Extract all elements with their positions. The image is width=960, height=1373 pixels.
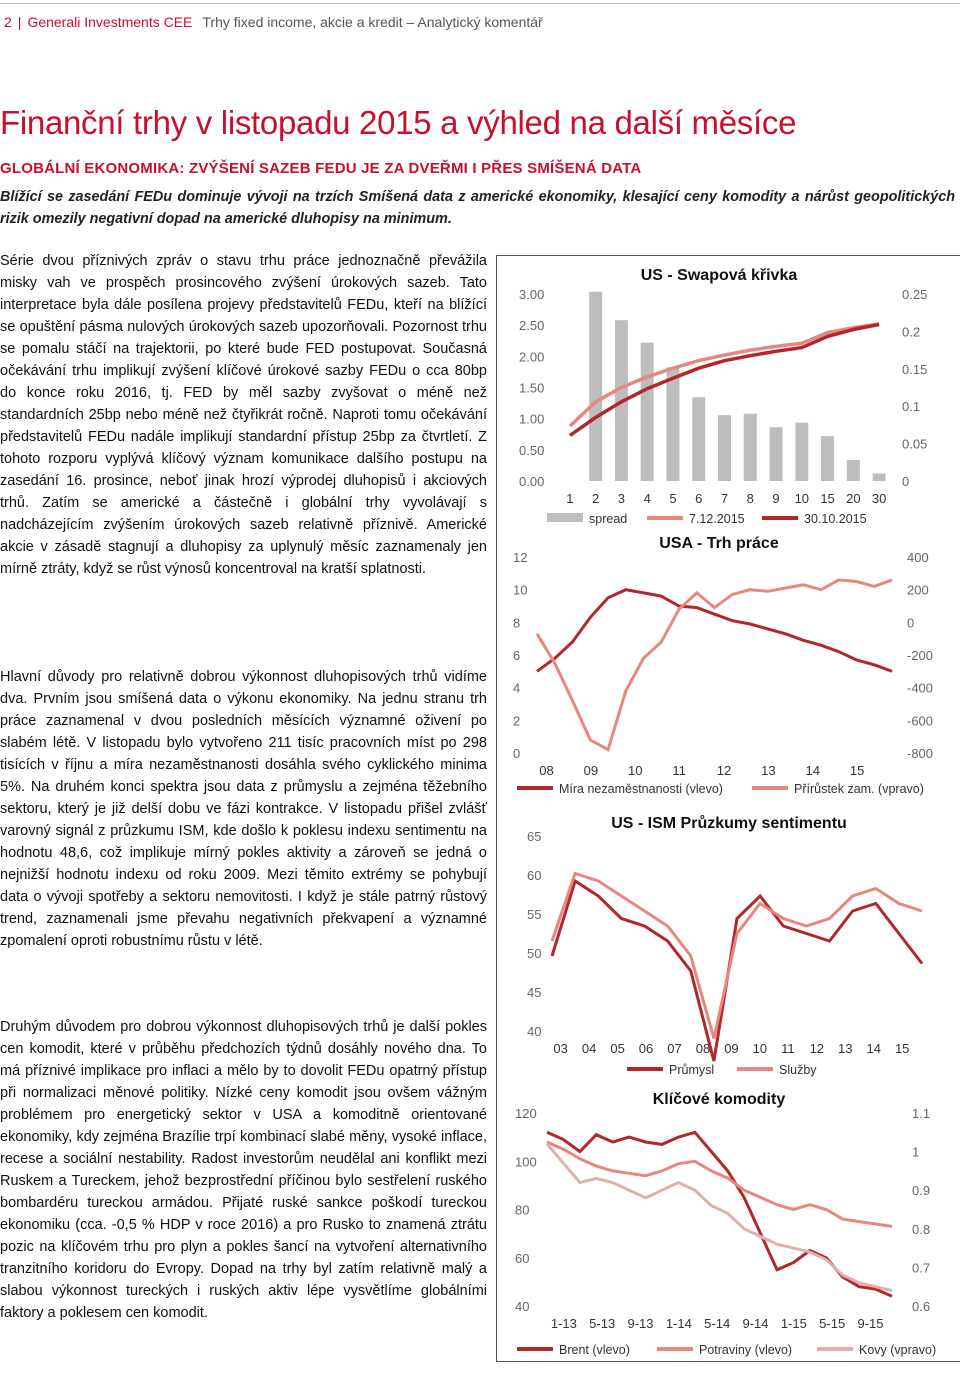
header-divider: | — [17, 14, 22, 30]
chart3-left-tick-5: 40 — [527, 1024, 542, 1039]
top-rule — [0, 3, 960, 4]
chart3-xtick-7: 10 — [752, 1041, 768, 1056]
chart1-xtick-11: 20 — [846, 491, 861, 506]
chart1-xtick-1: 2 — [592, 491, 600, 506]
chart1-spread-bar-5 — [692, 397, 705, 481]
chart1-left-tick-2: 2.00 — [519, 349, 545, 365]
chart1-xtick-2: 3 — [617, 491, 626, 506]
chart4-xtick-6: 1-15 — [780, 1316, 807, 1331]
chart4-xtick-3: 1-14 — [665, 1316, 692, 1331]
chart2-left-tick-3: 6 — [513, 648, 521, 663]
chart1-spread-bar-7 — [744, 414, 757, 481]
header-company: Generali Investments CEE — [27, 14, 193, 30]
chart1-xtick-8: 9 — [772, 491, 780, 506]
chart1-spread-bar-12 — [873, 474, 886, 481]
chart1-left-tick-6: 0.00 — [519, 474, 545, 489]
chart1-xtick-6: 7 — [720, 491, 729, 506]
chart1-xtick-5: 6 — [695, 491, 703, 506]
chart2-xtick-1: 09 — [583, 763, 599, 778]
body-paragraph-3: Druhým důvodem pro dobrou výkonnost dluhopisových trhů je další pokles cen komodit, které v průběhu předchozích týdnů dosáhly nového dna. To má příznivé implikace pro inflaci a mělo by to dovolit FEDu opatrný přístup při normalizaci měnové politiky. Nízké ceny komodit jsou ovšem vážným problémem pro energetický sektor v USA a komoditně orientované ekonomiky, kdy zejména Brazílie trpí kombinací slabé měny, vysoké inflace, recese a sociální nestability. Radost investorům neudělal ani konflikt mezi Ruskem a Tureckem, jehož bezprostřední příčinou bylo sestřelení ruského bombardéru tureckou armádou. Přijaté ruské sankce poškodí tureckou ekonomiku (cca. -0,5 % HDP v roce 2016) a pro Rusko to znamená ztrátu pozic na klíčovém trhu pro plyn a pokles šancí na vytvoření alternativního tranzitního koridoru do Evropy. Dopad na trhy byl zatím relativně malý a slabou výkonnost tureckých i ruských aktiv lépe vysvětlíme globálními faktory a poklesem cen komodit. — [0, 1019, 487, 1321]
chart3-left-tick-3: 50 — [527, 946, 542, 961]
chart1-xtick-3: 4 — [643, 491, 651, 506]
chart1-right-tick-4: 0.05 — [902, 436, 928, 452]
chart4-left-tick-0: 120 — [515, 1106, 537, 1121]
chart4-legend-potraviny-label: Potraviny (vlevo) — [699, 1343, 793, 1357]
chart3-xtick-10: 13 — [838, 1041, 853, 1056]
chart4-right-tick-1: 1 — [912, 1144, 920, 1160]
chart2-left-tick-2: 8 — [513, 615, 521, 631]
chart2-right-tick-1: 200 — [907, 582, 929, 598]
chart1-title: US - Swapová křivka — [640, 267, 798, 284]
chart2-right-tick-3: -200 — [907, 648, 934, 663]
chart1-left-tick-4: 1.00 — [519, 411, 545, 427]
chart3-left-tick-1: 60 — [527, 868, 542, 883]
body-paragraph-1: Série dvou příznivých zpráv o stavu trhu práce jednoznačně převážila misky vah ve prospěch prosincového zvýšení úrokových sazeb. Tato interpretace byla dále posílena projevy představitelů FEDu, kteří na blížící se opuštění pásma nulových úrokových sazeb upozorňovali. Pozornost trhu se pomalu stáčí na trajektorii, po které bude FED postupovat. Současná očekávání trhu implikují zvýšení klíčové úrokové sazby FEDu o cca 80bp do konce roku 2016, tj. FED by měl sazby zvyšovat o méně než standardních 25bp nebo méně než čtyřikrát ročně. Naproti tomu očekávání představitelů FEDu nadále implikují standardní přístup 25bp za čtvrtletí. Z tohoto rozporu vyplývá klíčový význam komunikace dalšího postupu na zasedání 16. prosince, neboť jinak hrozí výprodej dluhopisů i akciových trhů. Zatím se americké a částečně i globální trhy vyvolávají s nadcházejícím zvýšením úrokových sazeb relativně příznivě. Americké akcie v zásadě stagnují a dluhopisy za uplynulý měsíc zaznamenaly jen mírně ztráty, když se růst výnosů koncentroval na kratší splatnosti. — [0, 253, 487, 577]
chart2-xtick-6: 14 — [805, 763, 820, 778]
chart4-xtick-0: 1-13 — [550, 1316, 577, 1331]
chart1-xtick-0: 1 — [566, 491, 574, 506]
chart4-line-potraviny — [547, 1142, 892, 1226]
running-header — [0, 8, 600, 36]
chart1-xtick-9: 10 — [794, 491, 810, 506]
chart4-left-tick-3: 60 — [515, 1250, 530, 1266]
charts-canvas — [497, 256, 960, 1361]
chart3-xtick-3: 06 — [638, 1041, 654, 1056]
chart4-right-tick-0: 1.1 — [912, 1106, 931, 1121]
chart1-spread-bar-9 — [795, 423, 808, 481]
chart4-legend-brent-label: Brent (vlevo) — [559, 1343, 630, 1357]
chart3-xtick-6: 09 — [724, 1041, 739, 1056]
chart2-xtick-7: 15 — [849, 763, 865, 778]
lead-paragraph: Blížící se zasedání FEDu dominuje vývoji na trzích Smíšená data z americké ekonomiky, klesající ceny komodity a nárůst geopolitických rizik omezily negativní dopad na americké dluhopisy na minimum. — [0, 189, 955, 227]
chart4-xtick-5: 9-14 — [742, 1316, 769, 1331]
chart2-xtick-0: 08 — [539, 763, 554, 778]
section-subtitle: GLOBÁLNÍ EKONOMIKA: ZVÝŠENÍ SAZEB FEDU JE ZA DVEŘMI I PŘES SMÍŠENÁ DATA — [0, 160, 642, 177]
chart3-xtick-9: 12 — [809, 1041, 825, 1056]
chart3-xtick-4: 07 — [667, 1041, 682, 1056]
chart2-right-tick-6: -800 — [907, 746, 934, 761]
chart2-left-tick-1: 10 — [513, 582, 528, 598]
chart1-spread-bar-11 — [847, 460, 860, 481]
chart3-xtick-5: 08 — [695, 1041, 711, 1056]
chart4-right-tick-4: 0.7 — [912, 1260, 931, 1276]
chart3-xtick-1: 04 — [581, 1041, 597, 1056]
chart2-left-tick-0: 12 — [513, 550, 528, 565]
chart2-xtick-4: 12 — [716, 763, 732, 778]
chart2-right-tick-5: -600 — [907, 713, 934, 729]
chart1-legend-7-12-label: 7.12.2015 — [689, 512, 745, 526]
chart3-legend-sluzby-label: Služby — [779, 1063, 817, 1077]
chart1-xtick-12: 30 — [871, 491, 887, 506]
chart3-line-sluzby — [552, 874, 922, 1039]
chart1-spread-bar-1 — [589, 292, 602, 481]
chart2-left-tick-6: 0 — [513, 746, 521, 761]
chart4-right-tick-2: 0.9 — [912, 1183, 931, 1199]
chart2-line-unemployment — [537, 590, 892, 672]
chart2-line-employment — [537, 580, 892, 750]
chart4-xtick-1: 5-13 — [589, 1316, 616, 1331]
chart1-spread-bar-6 — [718, 415, 731, 481]
chart3-xtick-12: 15 — [894, 1041, 910, 1056]
chart1-right-tick-0: 0.25 — [902, 287, 928, 302]
chart1-spread-bar-3 — [641, 343, 654, 481]
chart1-spread-bar-10 — [821, 436, 834, 481]
chart2-xtick-2: 10 — [627, 763, 643, 778]
chart2-title: USA - Trh práce — [659, 535, 779, 552]
chart3-xtick-2: 05 — [610, 1041, 625, 1056]
chart2-left-tick-4: 4 — [513, 680, 521, 696]
page-title: Finanční trhy v listopadu 2015 a výhled na další měsíce — [0, 104, 797, 141]
chart2-xtick-5: 13 — [761, 763, 776, 778]
chart4-right-tick-5: 0.6 — [912, 1299, 931, 1314]
chart3-legend-prumysl-label: Průmysl — [669, 1063, 715, 1077]
page-number: 2 — [4, 14, 12, 30]
chart2-right-tick-4: -400 — [907, 680, 934, 696]
chart2-legend-unemployment-label: Míra nezaměstnanosti (vlevo) — [559, 782, 723, 796]
chart2-left-tick-5: 2 — [513, 713, 521, 729]
chart1-right-tick-5: 0 — [902, 474, 910, 489]
chart3-left-tick-4: 45 — [527, 985, 542, 1000]
chart1-spread-bar-8 — [770, 427, 783, 481]
chart1-legend-30-10-label: 30.10.2015 — [804, 512, 867, 526]
chart1-right-tick-3: 0.1 — [902, 399, 921, 415]
chart3-left-tick-2: 55 — [527, 907, 542, 922]
chart4-xtick-7: 5-15 — [819, 1316, 846, 1331]
chart2-legend-employment-label: Přírůstek zam. (vpravo) — [794, 782, 924, 796]
chart1-legend-spread-swatch — [547, 513, 583, 522]
chart4-right-tick-3: 0.8 — [912, 1221, 931, 1237]
chart1-left-tick-1: 2.50 — [519, 318, 545, 334]
chart4-title: Klíčové komodity — [652, 1091, 786, 1108]
chart3-left-tick-0: 65 — [527, 829, 542, 844]
chart4-left-tick-1: 100 — [515, 1154, 537, 1170]
chart1-left-tick-5: 0.50 — [519, 442, 545, 458]
chart3-title: US - ISM Průzkumy sentimentu — [611, 815, 847, 832]
chart1-left-tick-3: 1.50 — [519, 380, 545, 396]
chart1-right-tick-1: 0.2 — [902, 324, 921, 340]
chart2-right-tick-2: 0 — [907, 615, 915, 631]
header-subtitle: Trhy fixed income, akcie a kredit – Analytický komentář — [202, 14, 543, 30]
body-paragraph-2: Hlavní důvody pro relativně dobrou výkonnost dluhopisových trhů vidíme dva. Prvním jsou smíšená data o výkonu ekonomiky. Na jednu stranu trh práce zaznamenal v dvou posledních měsících významné oživení po slabém létě. V listopadu bylo vytvořeno 211 tisíc pracovních míst po 298 tisících v říjnu a míra nezaměstnanosti dosáhla svého cyklického minima 5%. Na druhém konci spektra jsou data z průmyslu a zejména těžebního sektoru, který je již delší dobu ve fázi kontrakce. V listopadu přišel zvlášť varovný signál z průzkumu ISM, kde došlo k poklesu indexu sentimentu na hodnotu 48,6, což implikuje mírný pokles aktivity a zároveň se jedná o nejnižší hodnotu indexu od roku 2009. Mezi těmito extrémy se pohybují data o vývoji spotřeby a sektoru nemovitosti. I když je stále patrný růstový trend, zaznamenali jsme převahu negativních překvapení a významné zpomalení oproti robustnímu růstu v létě. — [0, 669, 487, 949]
chart1-left-tick-0: 3.00 — [519, 287, 545, 302]
charts-panel — [496, 255, 960, 1362]
chart4-left-tick-2: 80 — [515, 1202, 530, 1218]
chart1-right-tick-2: 0.15 — [902, 361, 928, 377]
chart1-xtick-4: 5 — [669, 491, 677, 506]
chart4-left-tick-4: 40 — [515, 1299, 530, 1314]
chart2-right-tick-0: 400 — [907, 550, 929, 565]
chart1-xtick-7: 8 — [746, 491, 754, 506]
chart1-spread-bar-4 — [666, 367, 679, 481]
chart3-line-prumysl — [552, 881, 922, 1061]
chart1-legend-spread-label: spread — [589, 512, 628, 526]
chart4-xtick-2: 9-13 — [627, 1316, 654, 1331]
chart2-xtick-3: 11 — [672, 763, 686, 778]
chart4-xtick-8: 9-15 — [857, 1316, 884, 1331]
chart4-xtick-4: 5-14 — [704, 1316, 731, 1331]
chart3-xtick-0: 03 — [553, 1041, 568, 1056]
chart1-xtick-10: 15 — [820, 491, 835, 506]
chart3-xtick-8: 11 — [781, 1041, 795, 1056]
chart3-xtick-11: 14 — [866, 1041, 881, 1056]
chart4-legend-kovy-label: Kovy (vpravo) — [859, 1343, 937, 1357]
